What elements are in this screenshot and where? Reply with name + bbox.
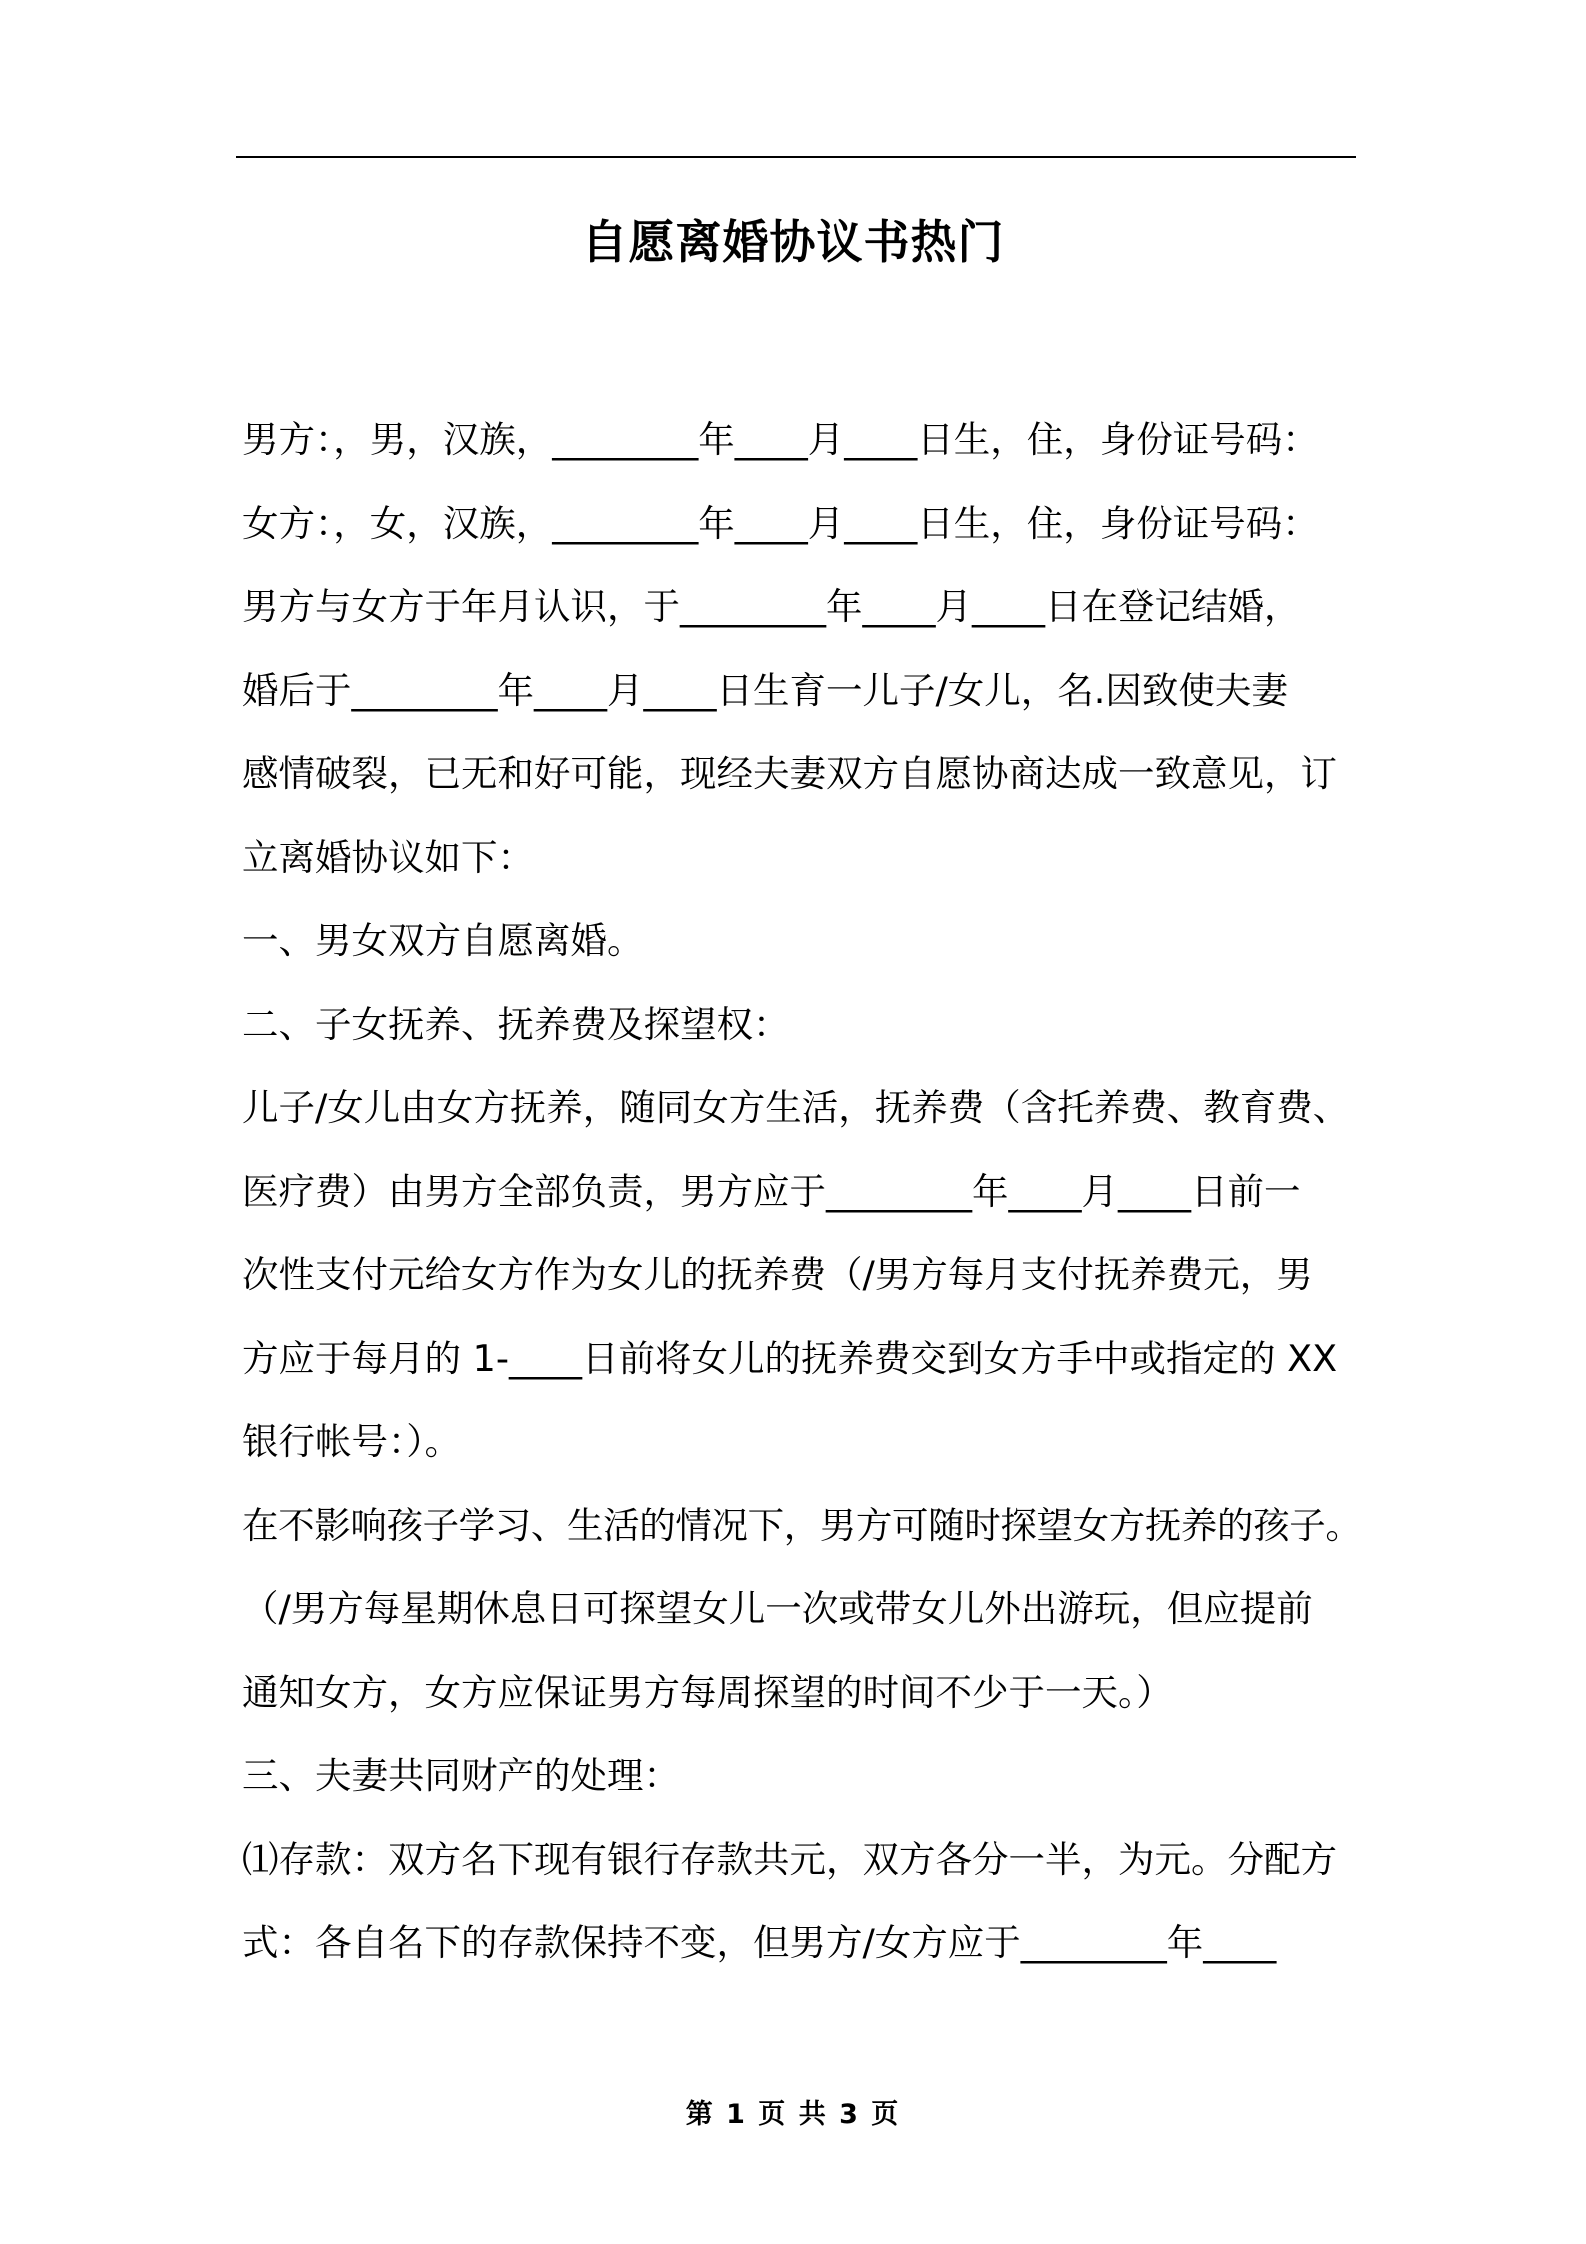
document-body: [242, 398, 1362, 1985]
body-line: （/男方每星期休息日可探望女儿一次或带女儿外出游玩，但应提前: [242, 1587, 1313, 1630]
document-title: 自愿离婚协议书热门: [581, 215, 1005, 269]
body-line: 方应于每月的 1-____日前将女儿的抚养费交到女方手中或指定的 XX: [242, 1336, 1338, 1380]
body-line: 立离婚协议如下：: [242, 835, 534, 879]
body-line: 通知女方，女方应保证男方每周探望的时间不少于一天。）: [242, 1670, 1173, 1714]
body-line: 婚后于________年____月____日生育一儿子/女儿，名.因致使夫妻: [242, 668, 1288, 712]
body-line: 女方：，女，汉族，________年____月____日生，住，身份证号码：: [242, 501, 1319, 545]
body-line: 男方：，男，汉族，________年____月____日生，住，身份证号码：: [242, 418, 1319, 461]
body-line: 式：各自名下的存款保持不变，但男方/女方应于________年____: [242, 1921, 1277, 1964]
body-line: 次性支付元给女方作为女儿的抚养费（/男方每月支付抚养费元，男: [242, 1253, 1313, 1296]
body-line: 银行帐号：）。: [242, 1420, 461, 1463]
body-line: 男方与女方于年月认识，于________年____月____日在登记结婚，: [242, 585, 1301, 628]
page-footer: 第 1 页 共 3 页: [685, 2099, 901, 2130]
section-heading: 三、夫妻共同财产的处理：: [242, 1754, 680, 1797]
body-line: ⑴存款：双方名下现有银行存款共元，双方各分一半，为元。分配方: [242, 1837, 1337, 1881]
body-line: 医疗费）由男方全部负责，男方应于________年____月____日前一: [242, 1169, 1301, 1213]
body-line: 儿子/女儿由女方抚养，随同女方生活，抚养费（含托养费、教育费、: [242, 1086, 1350, 1129]
body-line: 在不影响孩子学习、生活的情况下，男方可随时探望女方抚养的孩子。: [242, 1503, 1362, 1547]
header-rule: [236, 156, 1356, 158]
section-heading: 一、男女双方自愿离婚。: [242, 919, 644, 962]
section-heading: 二、子女抚养、抚养费及探望权：: [242, 1002, 790, 1046]
body-line: 感情破裂，已无和好可能，现经夫妻双方自愿协商达成一致意见，订: [242, 752, 1337, 795]
